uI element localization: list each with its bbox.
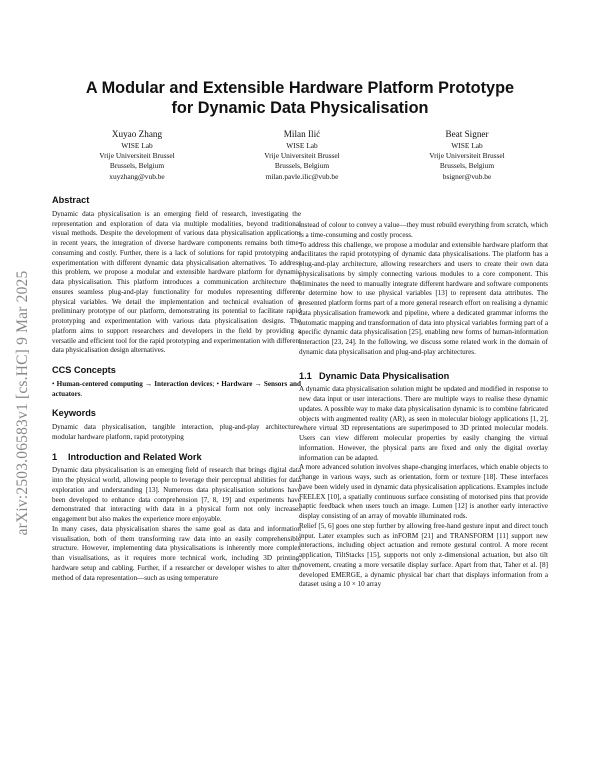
section-1-1-para-2: A more advanced solution involves shape-changing interfaces, which enable objects to change in various ways, such as orientation, form or texture [18]. These interfaces have been widely used in dynamic data physicalisation applications. Examples include FEELEX [10], a spatially continuous surface consisting of motorised pins that provide haptic feedback when users touch an image. Lumen [12] is another early interactive display consisting of an array of movable illuminated rods. [299,463,548,520]
abstract-text: Dynamic data physicalisation is an emerging field of research, investigating the representation and exploration of data via multiple modalities, beyond traditional visual methods. Despite the development of various data physicalisation applications in recent years, the integration of diverse hardware components remains both time-consuming and costly. Further, there is a lack of solutions for rapid prototyping and experimentation with different dynamic data physicalisation alternatives. To address this problem, we propose a modular and extensible hardware platform for dynamic data physicalisation. This platform introduces a communication architecture that ensures seamless plug-and-play functionality for modules representing different physical variables. We detail the implementation and technical evaluation of a preliminary prototype of our platform, demonstrating its potential to facilitate rapid prototyping and experimentation with various data physicalisation designs. The platform aims to support researchers and developers in the field by providing a versatile and efficient tool for the rapid prototyping and experimentation with different data physicalisation design alternatives. [52,209,301,355]
ccs-item-1: Human-centered computing → Interaction devices [56,379,213,388]
paper-title [60,78,540,118]
author-institution: Vrije Universiteit Brussel [99,151,175,160]
author-name: Xuyao Zhang [111,129,163,139]
ccs-end: . [80,389,83,398]
author-lab: WISE Lab [286,140,318,150]
section-1-para-3: instead of colour to convey a value—they must rebuild everything from scratch, which is a time-consuming and costly process. [299,221,548,239]
author-institution: Vrije Universiteit Brussel [429,151,505,160]
section-1-1-para-1: A dynamic data physicalisation solution might be updated and modified in response to new data input or user interactions. There are multiple ways to realise these dynamic updates. A possible way to make data physicalisation dynamic is to combine fabricated objects with augmented reality (AR), as seen in molecular biology applications [1, 2], where virtual 3D representations are superimposed to 3D printed molecular models. Users can view different molecular properties by easily changing the virtual information. However, the physical parts are fixed and only the digital overlay information can be adapted. [299,385,548,462]
author-email: xuyzhang@vub.be [109,171,165,181]
abstract-heading: Abstract [52,195,90,205]
left-column [52,196,301,583]
ccs-concepts [52,380,301,400]
ccs-bullet: • [52,379,55,388]
arxiv-identifier [3,208,43,598]
right-column [299,221,548,590]
ccs-separator: ; • [212,379,220,388]
author-name: Milan Ilić [283,129,321,139]
author-location: Brussels, Belgium [439,161,495,171]
title-line-2: for Dynamic Data Physicalisation [171,99,429,117]
section-1-1-para-3: Relief [5, 6] goes one step further by allowing free-hand gesture input and direct touch input. Later examples such as inFORM [21] and TRANSFORM [11] support new interactions, including object actuation and remote gestural control. A more recent application, TiltStacks [15], supports not only z-dimensional actuation, but also tilt movement, creating a more versatile display surface. Apart from that, Taher et al. [8] developed EMERGE, a dynamic physical bar chart that displays information from a dataset using a 10 × 10 array [299,521,548,589]
title-line-1: A Modular and Extensible Hardware Platform Prototype [85,79,515,97]
ccs-heading: CCS Concepts [52,365,116,375]
section-1-title: Introduction and Related Work [68,451,202,462]
author-institution: Vrije Universiteit Brussel [264,151,340,160]
section-1-heading [52,453,301,463]
section-1-1-title: Dynamic Data Physicalisation [319,370,450,381]
author-lab: WISE Lab [121,140,153,150]
author-3 [382,128,552,182]
author-email: milan.pavle.ilic@vub.be [265,171,339,181]
section-1-para-4: To address this challenge, we propose a modular and extensible hardware platform that facilitates the rapid prototyping of dynamic data physicalisations. The platform has a plug-and-play architecture, allowing researchers and users to create their own data physicalisations by simply connecting various modules to a core component. This eliminates the need to manually integrate different hardware and software components or determine how to use physical variables [13] to represent data attributes. The presented platform forms part of a more general research effort on realising a dynamic data physicalisation framework and pipeline, where a dedicated grammar informs the automatic mapping and transformation of data into physical variables forming part of a specific dynamic data physicalisation [25], enabling new forms of human-information interaction [23, 24]. In the following, we discuss some related work in the domain of dynamic data physicalisation and plug-and-play architectures. [299,240,548,356]
author-1 [52,128,222,182]
author-2 [217,128,387,182]
author-location: Brussels, Belgium [274,161,330,171]
section-1-para-1: Dynamic data physicalisation is an emerging field of research that brings digital data into the physical world, allowing people to leverage their perceptual abilities for data exploration and understanding [13]. Numerous data physicalisation solutions have been developed to enhance data comprehension [7, 8, 19] and experiments have demonstrated that interacting with data in a physical form not only increases engagement but also makes the experience more enjoyable. [52,466,301,523]
section-1-number: 1 [52,451,58,462]
section-1-1-number: 1.1 [299,370,312,381]
ccs-item-2: Hardware → Sensors and actuators [52,379,301,398]
keywords-text: Dynamic data physicalisation, tangible interaction, plug-and-play architecture, modular hardware platform, rapid prototyping [52,423,301,441]
section-1-1-heading [299,372,548,382]
arxiv-identifier-text: arXiv:2503.06583v1 [cs.HC] 9 Mar 2025 [14,270,31,536]
author-email: bsigner@vub.be [442,171,492,181]
section-1-para-2: In many cases, data physicalisation shares the same goal as data and information visualisation, both of them transforming raw data into an easily comprehensible structure. However, implementing data physicalisations is inherently more complex than visualisations, as it requires more technical work, including 3D printing, hardware setup and cabling. Further, if a researcher or developer wishes to alter the method of data representation—such as using temperature [52,524,301,582]
author-lab: WISE Lab [451,140,483,150]
keywords-heading: Keywords [52,408,96,419]
author-location: Brussels, Belgium [109,161,165,171]
author-name: Beat Signer [445,129,489,139]
author-block [52,128,552,188]
